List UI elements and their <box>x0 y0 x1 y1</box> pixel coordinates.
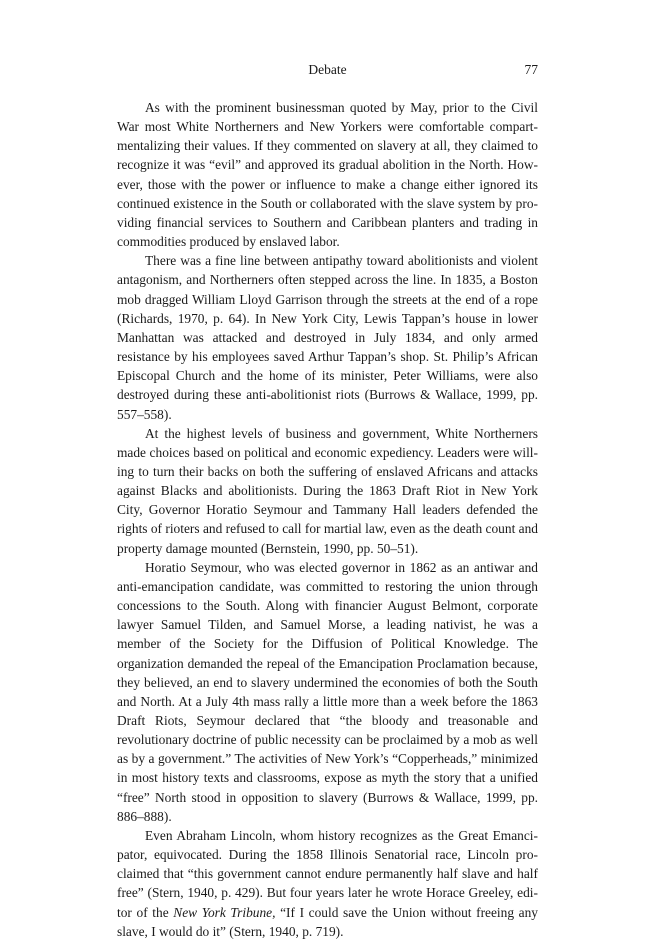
running-title: Debate <box>308 62 347 77</box>
paragraph-2: There was a fine line between antipathy toward abolitionists and violent antagonism, and Northerners often stepped across the line. In 1835, a Boston mob dragged William Lloyd Garrison through the streets at the end of a rope (Richards, 1970, p. 64). In New York City, Lewis Tappan’s house in lower Manhattan was attacked and destroyed in July 1834, and only armed resistance by his employees saved Arthur Tappan’s shop. St. Philip’s African Episcopal Church and the home of its minister, Peter Williams, were also destroyed during these anti-abolitionist riots (Burrows & Wallace, 1999, pp. 557–558). <box>117 253 538 422</box>
paragraph-3: At the highest levels of business and government, White Northerners made choices based on political and economic expediency. Leaders were willing to turn their backs on both the suffering of enslaved Africans and attacks against Blacks and abolitionists. During the 1863 Draft Riot in New York City, Governor Horatio Seymour and Tammany Hall leaders defended the rights of rioters and refused to call for martial law, even as the death count and property damage mounted (Bernstein, 1990, pp. 50–51). <box>117 425 538 556</box>
page-number: 77 <box>524 62 538 77</box>
paragraph-5-text-before-italic: Even Abraham Lincoln, whom history recognizes as the Great Emancipator, equivocated. During the 1858 Illinois Senatorial race, Lincoln proclaimed that “this government cannot endure permanently half slave and half free” (Stern, 1940, p. 429). But four years later he wrote Horace Greeley, editor of the <box>117 827 538 920</box>
paragraph-5-text-after-italic: “If I could save the Union without freeing any slave, I would do it” (Stern, 1940, p. 719). <box>117 904 539 939</box>
newspaper-title-italic: New York Tribune, <box>173 904 276 920</box>
paragraph-5 <box>117 826 538 941</box>
running-head <box>117 61 538 79</box>
paragraph-4: Horatio Seymour, who was elected governor in 1862 as an antiwar and anti-emancipation candidate, was committed to restoring the union through concessions to the South. Along with financier August Belmont, corporate lawyer Samuel Tilden, and Samuel Morse, a leading nativist, he was a member of the Society for the Diffusion of Political Knowledge. The organization demanded the repeal of the Emancipation Proclamation because, they believed, an end to slavery undermined the economies of both the South and North. At a July 4th mass rally a little more than a week before the 1863 Draft Riots, Seymour declared that “the bloody and treasonable and revolutionary doctrine of public necessity can be proclaimed by a mob as well as by a government.” The activities of New York’s “Copperheads,” minimized in most history texts and classrooms, expose as myth the story that a unified “free” North stood in opposition to slavery (Burrows & Wallace, 1999, pp. 886–888). <box>117 559 538 824</box>
body-text <box>117 98 538 941</box>
paragraph-1: As with the prominent businessman quoted by May, prior to the Civil War most White Northerners and New Yorkers were comfortable compartmentalizing their values. If they commented on slavery at all, they claimed to recognize it was “evil” and approved its gradual abolition in the North. However, those with the power or influence to make a change either ignored its continued existence in the South or collaborated with the slave system by providing financial services to Southern and Caribbean planters and trading in commodities produced by enslaved labor. <box>117 100 538 250</box>
